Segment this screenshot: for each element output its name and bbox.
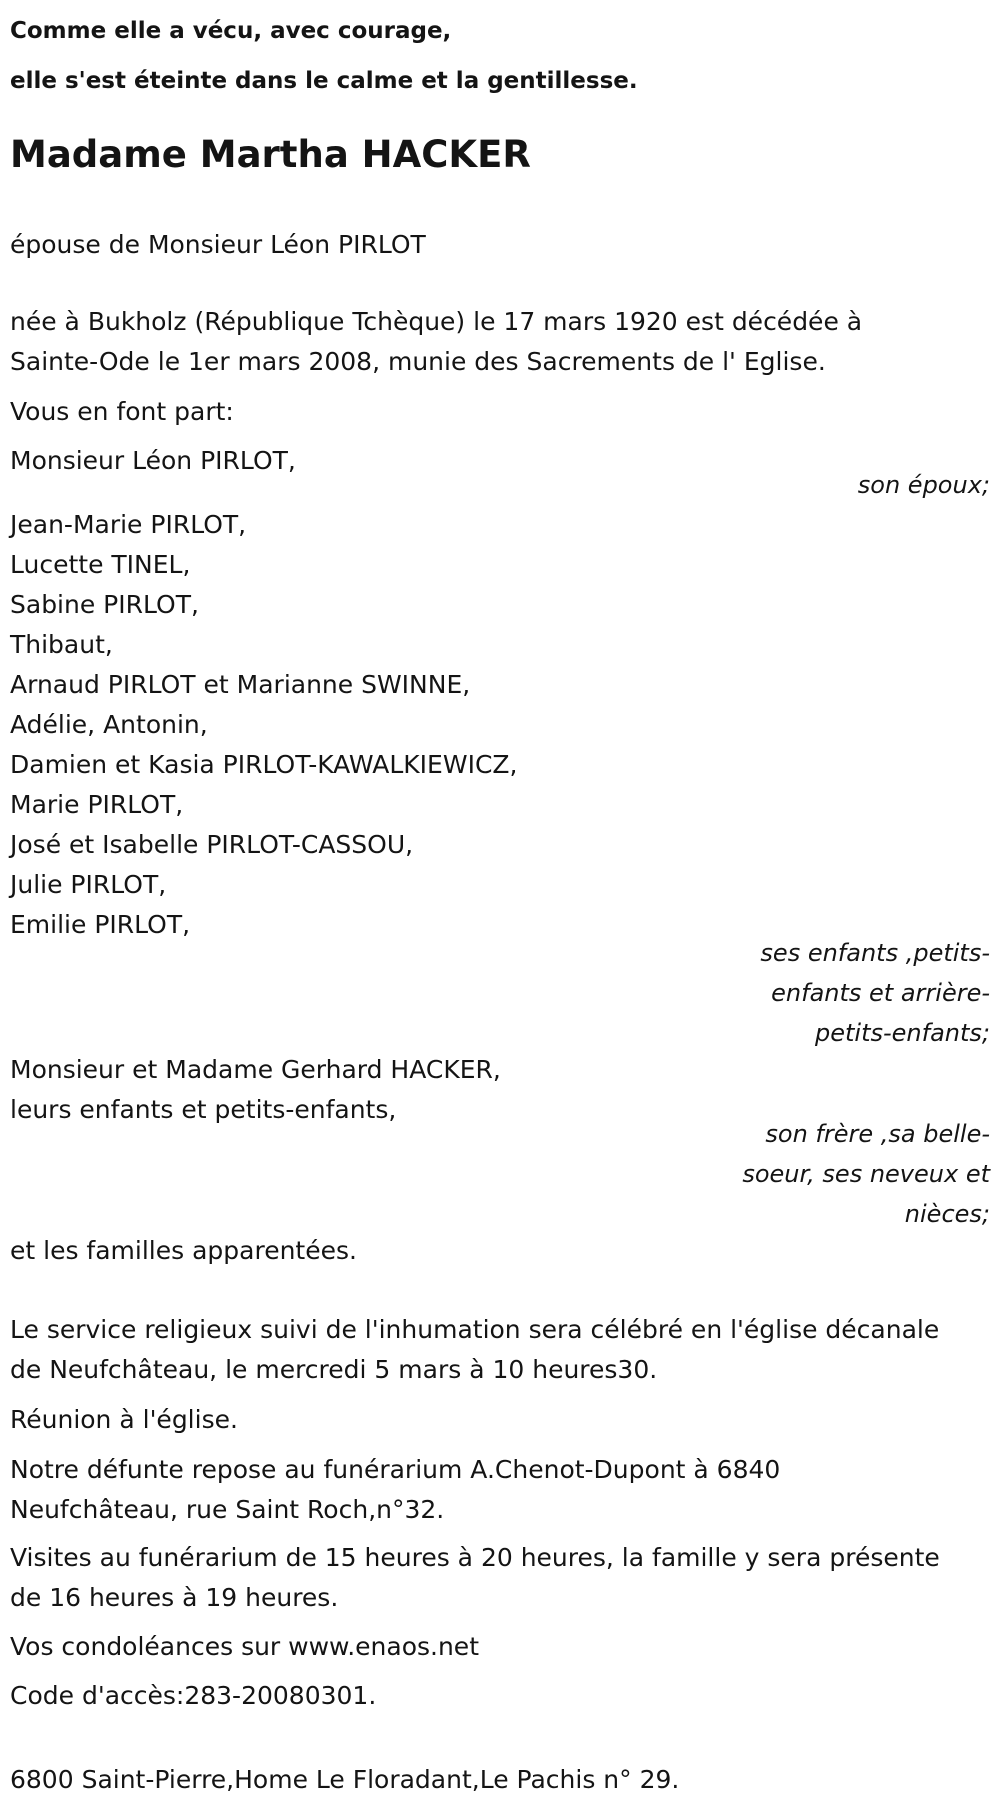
visits-paragraph bbox=[10, 1538, 990, 1618]
condolences-line bbox=[10, 1627, 990, 1667]
meeting-text: Réunion à l'église. bbox=[10, 1405, 238, 1434]
service-line: de Neufchâteau, le mercredi 5 mars à 10 heures30. bbox=[10, 1355, 658, 1384]
access-code-text: Code d'accès:283-20080301. bbox=[10, 1681, 377, 1710]
children-role-line: ses enfants ,petits- bbox=[760, 939, 990, 967]
announce-text: Vous en font part: bbox=[10, 397, 234, 426]
spouse-text: épouse de Monsieur Léon PIRLOT bbox=[10, 230, 426, 259]
spouse-line bbox=[10, 225, 990, 265]
address-text: 6800 Saint-Pierre,Home Le Floradant,Le Pachis n° 29. bbox=[10, 1765, 680, 1794]
epitaph-line: elle s'est éteinte dans le calme et la gentillesse. bbox=[10, 68, 638, 94]
husband-name bbox=[10, 441, 990, 481]
list-item: Monsieur et Madame Gerhard HACKER, bbox=[10, 1055, 501, 1084]
families-line bbox=[10, 1231, 990, 1271]
list-item: Adélie, Antonin, bbox=[10, 710, 208, 739]
funeral-home-paragraph bbox=[10, 1450, 990, 1530]
list-item: Marie PIRLOT, bbox=[10, 790, 184, 819]
brother-role bbox=[742, 1114, 990, 1234]
funeral-home-line: Notre défunte repose au funérarium A.Chenot-Dupont à 6840 bbox=[10, 1455, 781, 1484]
list-item: José et Isabelle PIRLOT-CASSOU, bbox=[10, 830, 414, 859]
husband-name-text: Monsieur Léon PIRLOT, bbox=[10, 446, 296, 475]
brother-role-line: soeur, ses neveux et bbox=[742, 1160, 990, 1188]
birth-death-line: Sainte-Ode le 1er mars 2008, munie des Sacrements de l' Eglise. bbox=[10, 347, 826, 376]
list-item: Arnaud PIRLOT et Marianne SWINNE, bbox=[10, 670, 471, 699]
husband-role-text: son époux; bbox=[857, 471, 990, 499]
children-role bbox=[760, 933, 990, 1053]
birth-death-line: née à Bukholz (République Tchèque) le 17 mars 1920 est décédée à bbox=[10, 307, 863, 336]
epitaph-line: Comme elle a vécu, avec courage, bbox=[10, 18, 452, 44]
list-item: Damien et Kasia PIRLOT-KAWALKIEWICZ, bbox=[10, 750, 518, 779]
husband-role bbox=[858, 465, 990, 505]
children-role-line: petits-enfants; bbox=[815, 1019, 990, 1047]
announce-line bbox=[10, 392, 990, 432]
list-item: Thibaut, bbox=[10, 630, 113, 659]
epitaph bbox=[10, 6, 638, 106]
service-line: Le service religieux suivi de l'inhumation sera célébré en l'église décanale bbox=[10, 1315, 940, 1344]
visits-line: de 16 heures à 19 heures. bbox=[10, 1583, 339, 1612]
meeting-line bbox=[10, 1400, 990, 1440]
deceased-name: Madame Martha HACKER bbox=[10, 133, 531, 176]
visits-line: Visites au funérarium de 15 heures à 20 heures, la famille y sera présente bbox=[10, 1543, 940, 1572]
list-item: Lucette TINEL, bbox=[10, 550, 191, 579]
list-item: Sabine PIRLOT, bbox=[10, 590, 199, 619]
children-list bbox=[10, 505, 990, 945]
list-item: leurs enfants et petits-enfants, bbox=[10, 1095, 397, 1124]
list-item: Emilie PIRLOT, bbox=[10, 910, 191, 939]
children-role-line: enfants et arrière- bbox=[771, 979, 990, 1007]
condolences-text: Vos condoléances sur www.enaos.net bbox=[10, 1632, 479, 1661]
brother-role-line: son frère ,sa belle- bbox=[765, 1120, 990, 1148]
service-paragraph bbox=[10, 1310, 990, 1390]
access-code-line bbox=[10, 1676, 990, 1716]
funeral-home-line: Neufchâteau, rue Saint Roch,n°32. bbox=[10, 1495, 445, 1524]
birth-death-paragraph bbox=[10, 302, 990, 382]
brother-role-line: nièces; bbox=[904, 1200, 990, 1228]
families-text: et les familles apparentées. bbox=[10, 1236, 357, 1265]
list-item: Julie PIRLOT, bbox=[10, 870, 167, 899]
list-item: Jean-Marie PIRLOT, bbox=[10, 510, 247, 539]
address-line bbox=[10, 1760, 990, 1800]
